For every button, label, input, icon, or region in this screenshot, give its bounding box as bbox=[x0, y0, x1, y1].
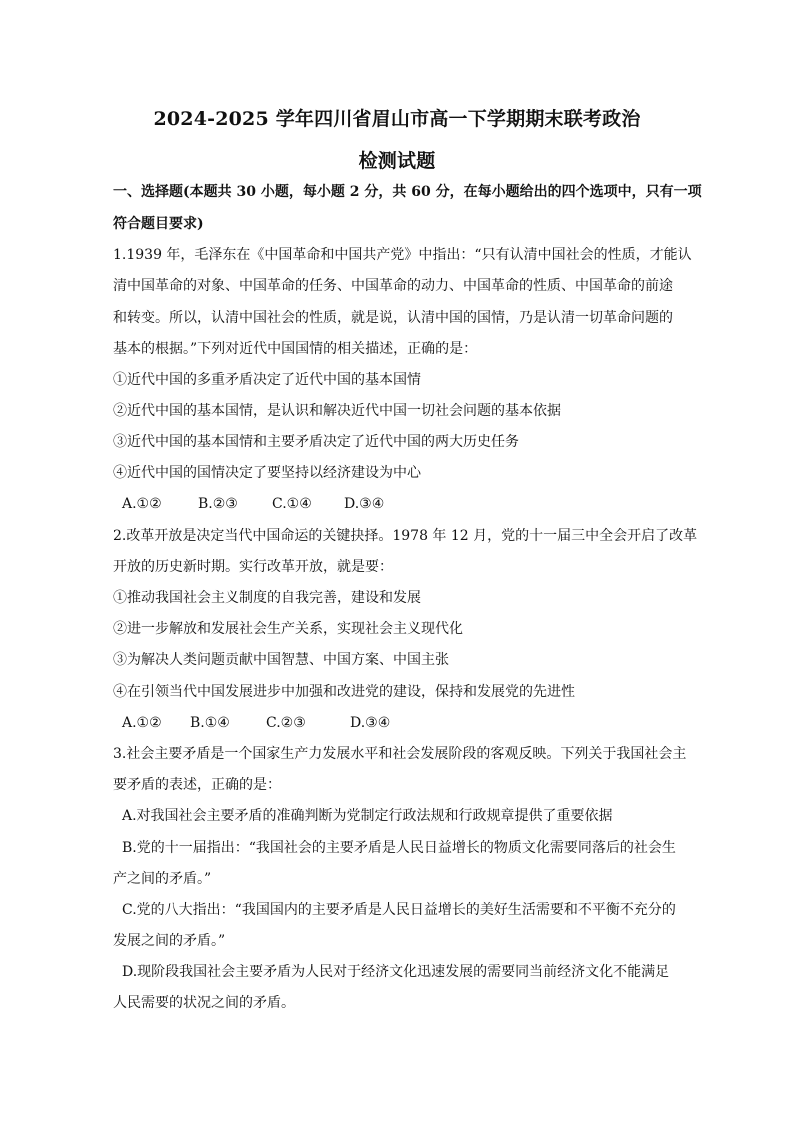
q1-option-d: D.③④ bbox=[344, 496, 385, 512]
q2-item-2: ②进一步解放和发展社会生产关系，实现社会主义现代化 bbox=[113, 621, 463, 637]
q1-options bbox=[122, 494, 384, 514]
q3-option-a: A.对我国社会主要矛盾的准确判断为党制定行政法规和行政规章提供了重要依据 bbox=[122, 808, 613, 824]
q3-option-b-line2: 产之间的矛盾。” bbox=[113, 871, 212, 887]
q1-stem-line4: 基本的根据。”下列对近代中国国情的相关描述，正确的是： bbox=[113, 341, 478, 357]
q3-stem-line1: 3.社会主要矛盾是一个国家生产力发展水平和社会发展阶段的客观反映。下列关于我国社会主 bbox=[113, 746, 687, 762]
page-title-line2: 检测试题 bbox=[358, 150, 436, 172]
q2-item-1: ①推动我国社会主义制度的自我完善，建设和发展 bbox=[113, 590, 421, 606]
q2-option-a: A.①② bbox=[122, 715, 162, 731]
q2-item-3: ③为解决人类问题贡献中国智慧、中国方案、中国主张 bbox=[113, 652, 449, 668]
q1-item-4: ④近代中国的国情决定了要坚持以经济建设为中心 bbox=[113, 465, 421, 481]
q1-stem-line1: 1.1939 年，毛泽东在《中国革命和中国共产党》中指出：“只有认清中国社会的性质，才能认 bbox=[113, 247, 692, 263]
section-heading-line1: 一、选择题(本题共 30 小题，每小题 2 分，共 60 分，在每小题给出的四个选项中，只有一项 bbox=[113, 184, 702, 200]
q1-item-1: ①近代中国的多重矛盾决定了近代中国的基本国情 bbox=[113, 372, 421, 388]
q2-item-4: ④在引领当代中国发展进步中加强和改进党的建设，保持和发展党的先进性 bbox=[113, 684, 575, 700]
q2-option-b: B.①④ bbox=[190, 715, 230, 731]
q3-option-b-line1: B.党的十一届指出：“我国社会的主要矛盾是人民日益增长的物质文化需要同落后的社会生 bbox=[122, 840, 676, 856]
section-heading-line2: 符合题目要求) bbox=[113, 216, 204, 232]
q2-stem-line2: 开放的历史新时期。实行改革开放，就是要： bbox=[113, 559, 393, 575]
q3-option-c-line1: C.党的八大指出：“我国国内的主要矛盾是人民日益增长的美好生活需要和不平衡不充分的 bbox=[122, 902, 676, 918]
page-title-line1: 2024-2025 学年四川省眉山市高一下学期期末联考政治 bbox=[153, 108, 641, 130]
q3-option-d-line2: 人民需要的状况之间的矛盾。 bbox=[113, 995, 295, 1011]
q1-stem-line3: 和转变。所以，认清中国社会的性质，就是说，认清中国的国情，乃是认清一切革命问题的 bbox=[113, 310, 673, 326]
q2-option-d: D.③④ bbox=[350, 715, 391, 731]
q1-item-3: ③近代中国的基本国情和主要矛盾决定了近代中国的两大历史任务 bbox=[113, 434, 519, 450]
q1-option-c: C.①④ bbox=[272, 496, 312, 512]
q2-option-c: C.②③ bbox=[266, 715, 306, 731]
q2-stem-line1: 2.改革开放是决定当代中国命运的关键抉择。1978 年 12 月，党的十一届三中全会开启了改革 bbox=[113, 528, 698, 544]
q2-options bbox=[122, 713, 390, 733]
q1-stem-line2: 清中国革命的对象、中国革命的任务、中国革命的动力、中国革命的性质、中国革命的前途 bbox=[113, 278, 673, 294]
q1-item-2: ②近代中国的基本国情，是认识和解决近代中国一切社会问题的基本依据 bbox=[113, 403, 561, 419]
q3-option-d-line1: D.现阶段我国社会主要矛盾为人民对于经济文化迅速发展的需要同当前经济文化不能满足 bbox=[122, 964, 670, 980]
q1-option-a: A.①② bbox=[122, 496, 162, 512]
q3-stem-line2: 要矛盾的表述，正确的是： bbox=[113, 777, 281, 793]
q3-option-c-line2: 发展之间的矛盾。” bbox=[113, 933, 226, 949]
q1-option-b: B.②③ bbox=[198, 496, 238, 512]
